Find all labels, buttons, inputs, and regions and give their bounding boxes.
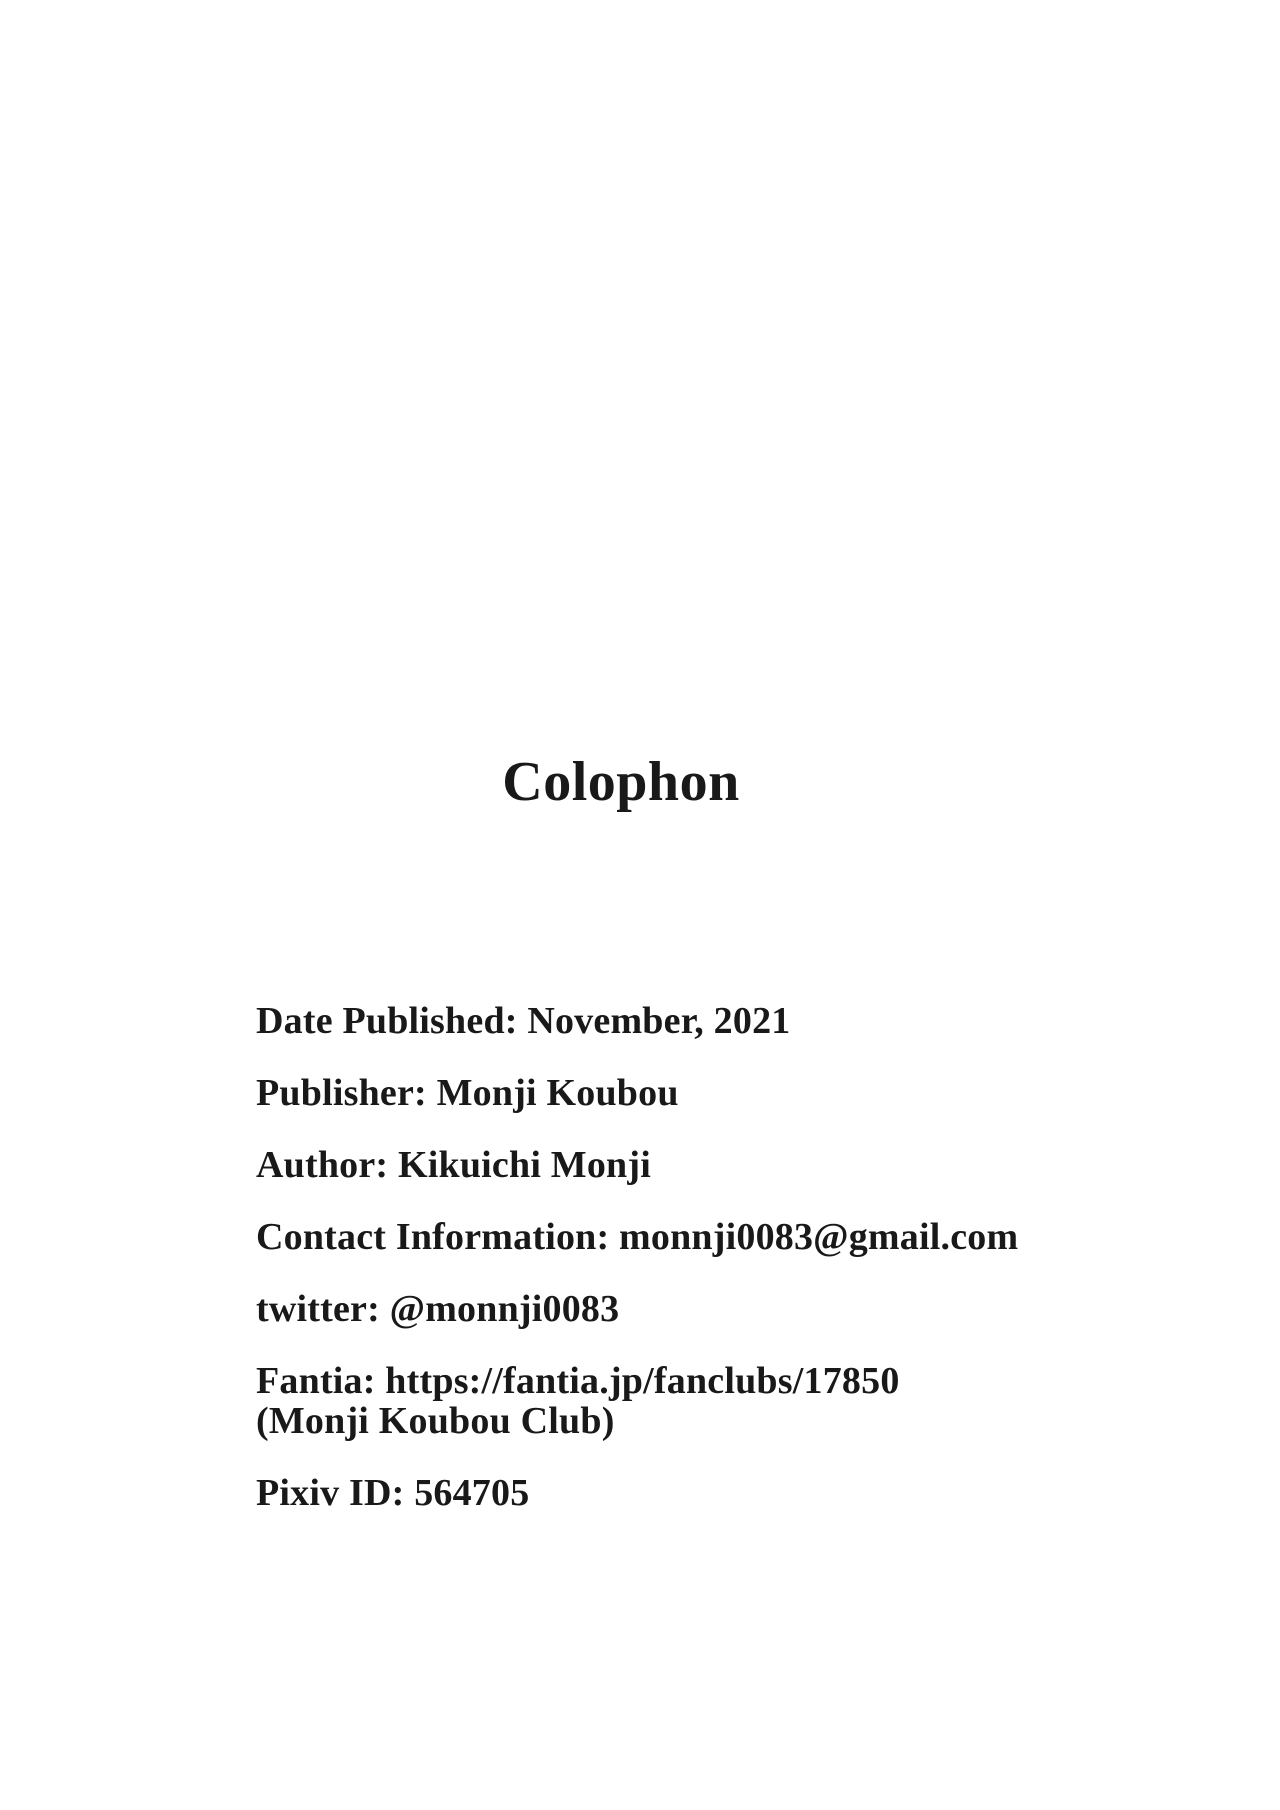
entry-date-published-text: Date Published: November, 2021 [256,1000,791,1042]
entry-publisher [256,1073,1096,1113]
entry-date-published [256,1001,1096,1041]
entry-fantia [256,1361,1096,1441]
entry-contact-information [256,1217,1096,1257]
entry-contact-information-text: Contact Information: monnji0083@gmail.com [256,1216,1019,1258]
entry-fantia-club-text: (Monji Koubou Club) [256,1400,615,1442]
entry-author-text: Author: Kikuichi Monji [256,1144,651,1186]
entry-pixiv-id [256,1473,1096,1513]
entry-publisher-text: Publisher: Monji Koubou [256,1072,679,1114]
entry-author [256,1145,1096,1185]
entry-fantia-url-text: Fantia: https://fantia.jp/fanclubs/17850 [256,1360,900,1402]
colophon-entries [256,1001,1096,1545]
page-title: Colophon [502,751,740,813]
entry-twitter [256,1289,1096,1329]
entry-twitter-text: twitter: @monnji0083 [256,1288,620,1330]
entry-pixiv-id-text: Pixiv ID: 564705 [256,1472,530,1514]
